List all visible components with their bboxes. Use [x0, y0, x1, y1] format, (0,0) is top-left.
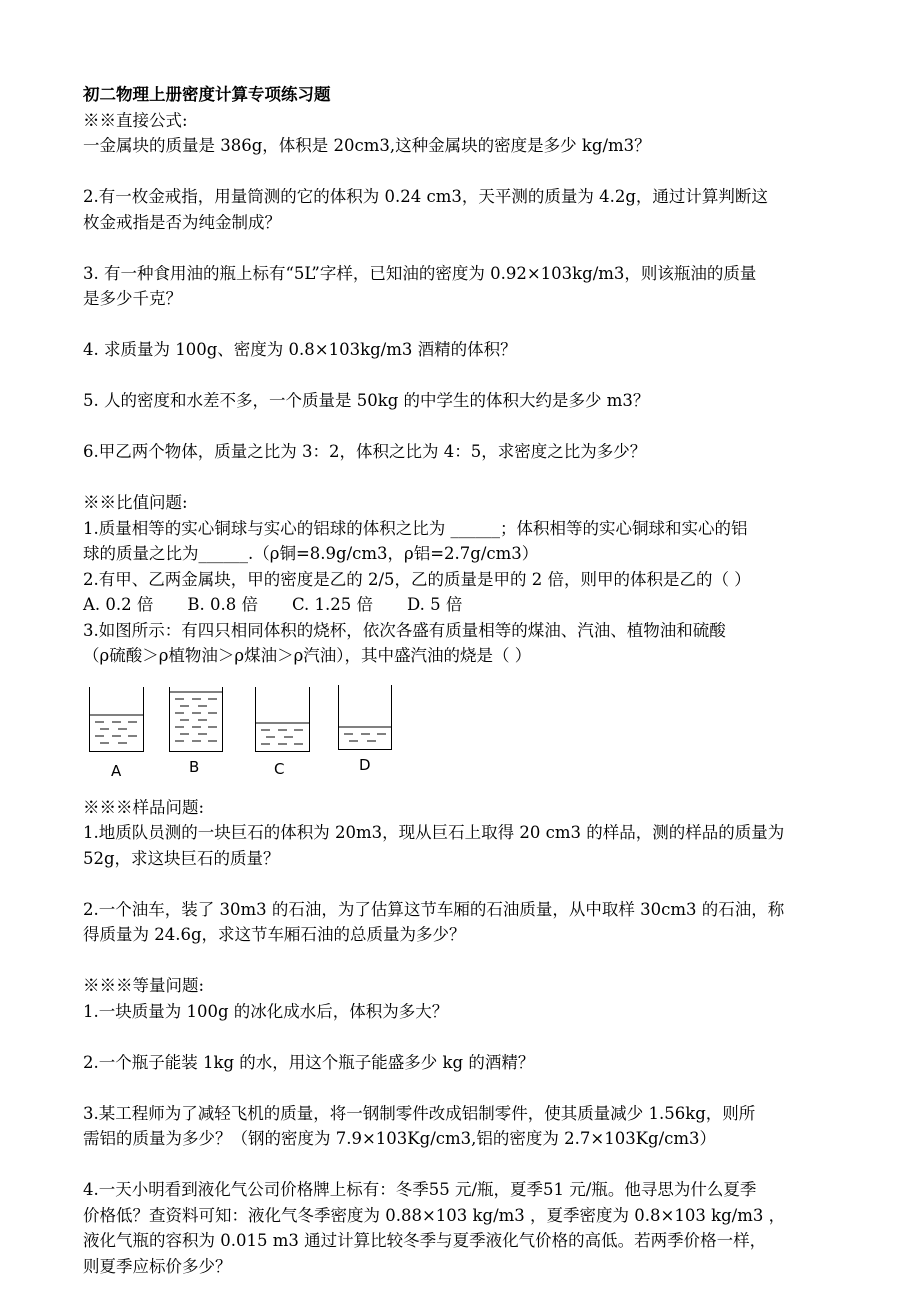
section-heading-direct: ※※直接公式:: [83, 110, 188, 130]
sample-q2-line1: 2.一个油车，装了 30m3 的石油，为了估算这节车厢的石油质量，从中取样 30cm3 的石油，称: [83, 899, 785, 919]
beaker-d: [338, 685, 392, 750]
direct-q3-line2: 是多少千克？: [83, 289, 182, 308]
ratio-q2-choices: [83, 592, 873, 618]
direct-q1: 一金属块的质量是 386g，体积是 20cm3,这种金属块的密度是多少 kg/m3？: [83, 136, 651, 155]
ratio-q1-line1: 1.质量相等的实心铜球与实心的铝球的体积之比为 ______；体积相等的实心铜球和实心的铝: [83, 518, 748, 538]
beaker-b-liquid: [170, 687, 222, 751]
equal-q4-line1: 4.一天小明看到液化气公司价格牌上标有：冬季55 元/瓶，夏季51 元/瓶。他寻思为什么夏季: [83, 1180, 757, 1199]
page-title: 初二物理上册密度计算专项练习题: [83, 85, 331, 104]
ratio-q2: 2.有甲、乙两金属块，甲的密度是乙的 2/5，乙的质量是甲的 2 倍，则甲的体积是乙的（ ）: [83, 569, 751, 589]
sample-q2-line2: 得质量为 24.6g，求这节车厢石油的总质量为多少？: [83, 925, 466, 944]
ratio-q1-line2: 球的质量之比为______.（ρ铜=8.9g/cm3，ρ铝=2.7g/cm3）: [83, 544, 539, 563]
section-heading-equal: ※※※等量问题:: [83, 976, 205, 995]
ratio-q3-line2: （ρ硫酸＞ρ植物油＞ρ煤油＞ρ汽油），其中盛汽油的烧是（ ）: [83, 646, 532, 665]
beaker-a-liquid: [90, 687, 143, 751]
equal-q3-line2: 需铝的质量为多少？（钢的密度为 7.9×103Kg/cm3,铝的密度为 2.7×103Kg/cm3）: [83, 1129, 717, 1148]
equal-q1: 1.一块质量为 100g 的冰化成水后，体积为多大？: [83, 1001, 449, 1021]
beaker-c: [255, 687, 310, 752]
beaker-label-a: A: [111, 761, 122, 780]
section-heading-sample: ※※※样品问题:: [83, 797, 205, 817]
beaker-label-c: C: [274, 759, 285, 778]
direct-q3-line1: 3. 有一种食用油的瓶上标有“5L”字样，已知油的密度为 0.92×103kg/m3，则该瓶油的质量: [83, 263, 757, 283]
beaker-c-liquid: [256, 687, 309, 751]
beaker-label-d: D: [359, 755, 371, 774]
equal-q4-line4: 则夏季应标价多少？: [83, 1256, 232, 1276]
direct-q2-line1: 2.有一枚金戒指，用量筒测的它的体积为 0.24 cm3，天平测的质量为 4.2g，通过计算判断这: [83, 187, 768, 206]
beaker-label-b: B: [189, 757, 200, 776]
beakers-figure: [83, 683, 873, 783]
choice-b: B. 0.8 倍: [187, 595, 259, 614]
beaker-b: [169, 687, 223, 752]
sample-q1-line2: 52g，求这块巨石的质量？: [83, 848, 280, 868]
equal-q4-line2: 价格低？查资料可知：液化气冬季密度为 0.88×103 kg/m3 ，夏季密度为 0.8×103 kg/m3 ，: [83, 1205, 786, 1225]
equal-q2: 2.一个瓶子能装 1kg 的水，用这个瓶子能盛多少 kg 的酒精？: [83, 1052, 535, 1072]
direct-q5: 5. 人的密度和水差不多，一个质量是 50kg 的中学生的体积大约是多少 m3？: [83, 391, 650, 410]
ratio-q3-line1: 3.如图所示：有四只相同体积的烧杯，依次各盛有质量相等的煤油、汽油、植物油和硫酸: [83, 620, 726, 640]
document-page: [83, 82, 873, 1279]
direct-q6: 6.甲乙两个物体，质量之比为 3：2，体积之比为 4：5，求密度之比为多少？: [83, 442, 647, 461]
sample-q1-line1: 1.地质队员测的一块巨石的体积为 20m3，现从巨石上取得 20 cm3 的样品，测的样品的质量为: [83, 823, 785, 842]
beaker-a: [89, 687, 144, 752]
equal-q3-line1: 3.某工程师为了减轻飞机的质量，将一钢制零件改成铝制零件，使其质量减少 1.56kg，则所: [83, 1103, 756, 1123]
beaker-d-liquid: [339, 685, 391, 749]
choice-c: C. 1.25 倍: [292, 595, 374, 614]
equal-q4-line3: 液化气瓶的容积为 0.015 m3 通过计算比较冬季与夏季液化气价格的高低。若两季价格一样，: [83, 1231, 767, 1250]
direct-q4: 4. 求质量为 100g、密度为 0.8×103kg/m3 酒精的体积？: [83, 340, 517, 359]
direct-q2-line2: 枚金戒指是否为纯金制成？: [83, 212, 281, 232]
section-heading-ratio: ※※比值问题:: [83, 493, 188, 512]
choice-a: A. 0.2 倍: [83, 595, 154, 614]
choice-d: D. 5 倍: [407, 595, 463, 614]
